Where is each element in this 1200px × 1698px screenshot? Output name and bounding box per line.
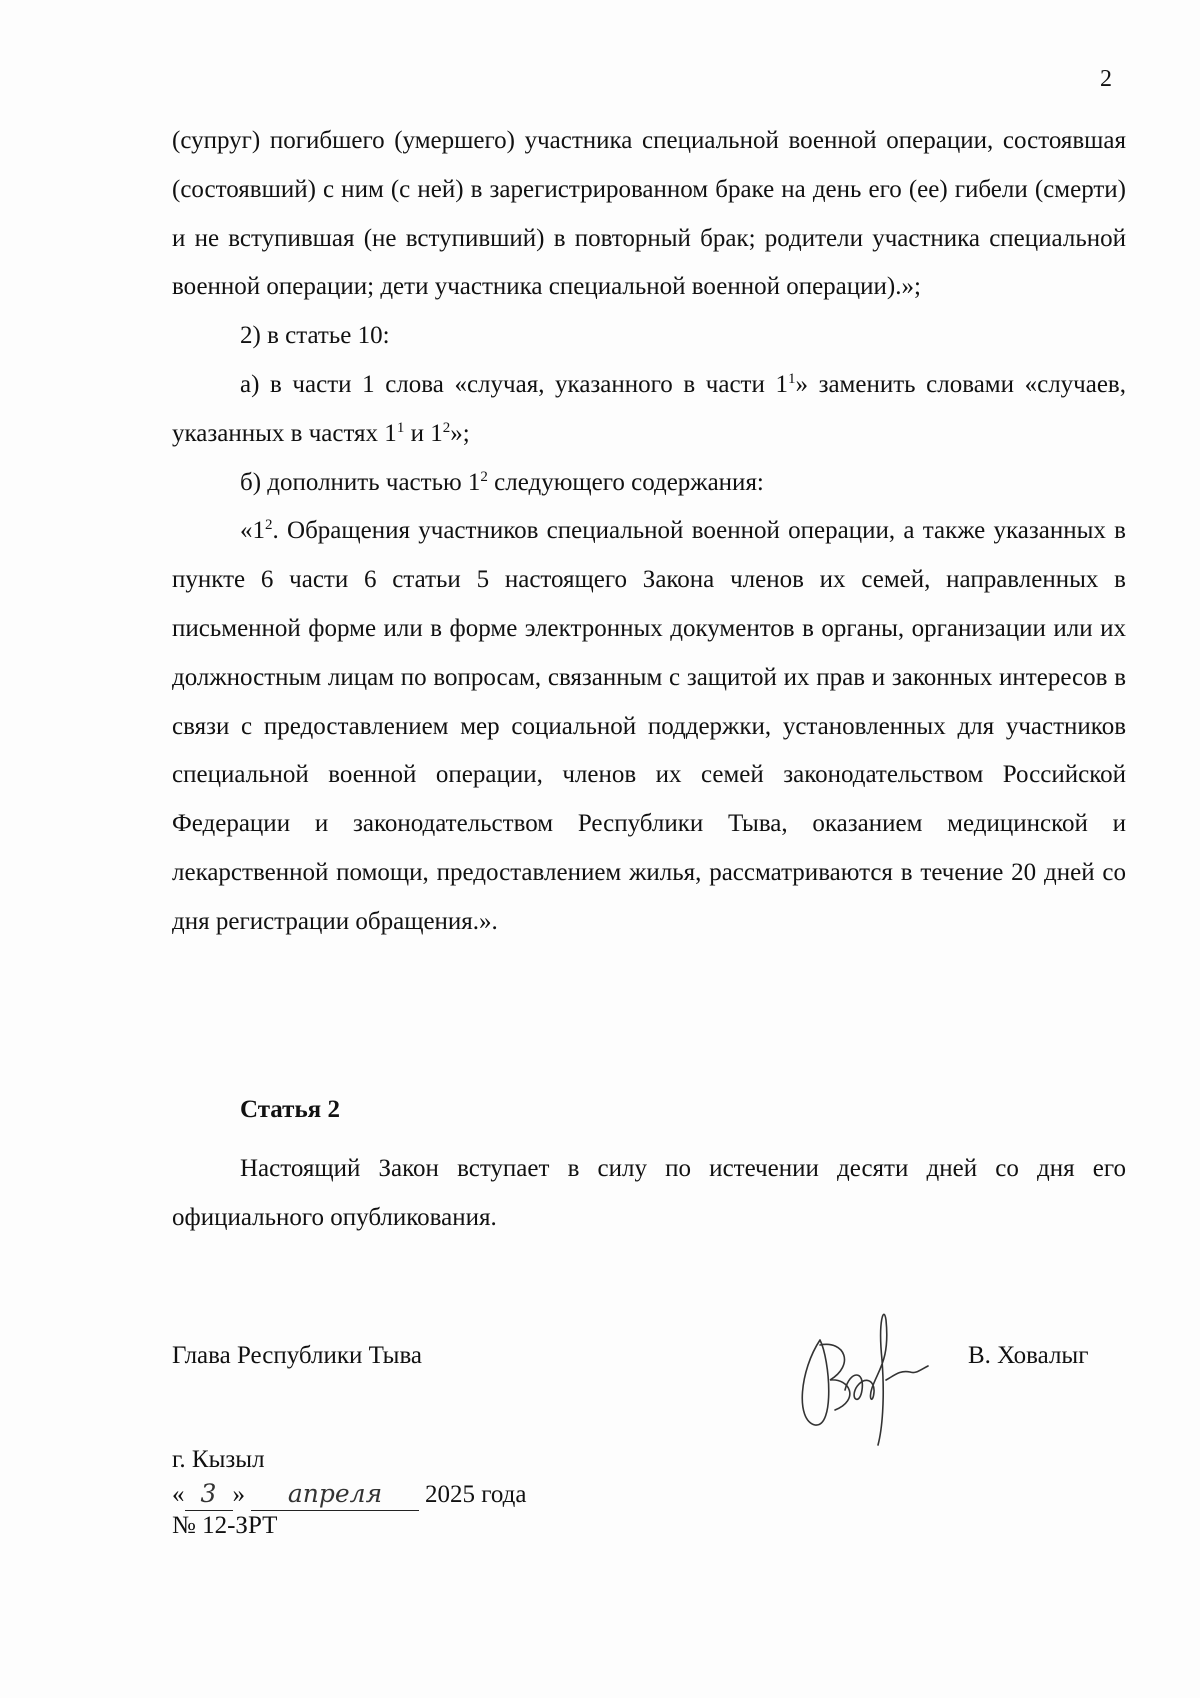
date-day: 3: [185, 1478, 233, 1511]
quote-close: »: [232, 1481, 245, 1508]
text-run: »;: [450, 419, 470, 447]
law-number: № 12-ЗРТ: [172, 1512, 278, 1539]
paragraph-item-b: [172, 459, 1126, 508]
signatory-position: Глава Республики Тыва: [172, 1342, 423, 1369]
text-run: «1: [240, 517, 265, 545]
superscript: 2: [442, 419, 451, 436]
paragraph-entry-into-force: Настоящий Закон вступает в силу по истечении десяти дней со дня его официального опубликования.: [172, 1155, 1126, 1231]
date-month: апреля: [251, 1478, 419, 1511]
paragraph-spouse-definition: (супруг) погибшего (умершего) участника специальной военной операции, состоявшая (состоявший) с ним (с ней) в зарегистрированном браке на день его (ее) гибели (смерти) и не вступившая (не вступивший) в повторный брак; родители участника специальной военной операции; дети участника специальной военной операции).»;: [172, 127, 1126, 301]
signatory-name: В. Ховалыг: [968, 1342, 1089, 1369]
text-run: следующего содержания:: [487, 468, 764, 496]
text-run: » заменить словами «случаев, указанных в частях 1: [172, 370, 1126, 447]
article-2-title: Статья 2: [240, 1096, 340, 1123]
date-year: 2025 года: [425, 1481, 527, 1508]
article-1-continuation: [172, 117, 1126, 947]
article-2-body: [172, 1145, 1126, 1243]
text-run: а) в части 1 слова «случая, указанного в части 1: [240, 370, 788, 398]
text-run: и 1: [404, 419, 443, 447]
paragraph-part-1-2: [172, 507, 1126, 946]
signing-date: [172, 1478, 526, 1511]
superscript: 2: [265, 517, 273, 534]
text-run: . Обращения участников специальной военной операции, а также указанных в пункте 6 части 6 статьи 5 настоящего Закона членов их семей, направленных в письменной форме или в форме электронных документов в органы, организации или их должностным лицам по вопросам, связанным с защитой их прав и законных интересов в связи с предоставлением мер социальной поддержки, установленных для участников специальной военной операции, членов их семей законодательством Российской Федерации и законодательством Республики Тыва, оказанием медицинской и лекарственной помощи, предоставлением жилья, рассматриваются в течение 20 дней со дня регистрации обращения.».: [172, 517, 1126, 935]
superscript: 1: [396, 419, 405, 436]
text-run: б) дополнить частью 1: [240, 468, 481, 496]
superscript: 1: [787, 370, 796, 387]
place-of-signing: г. Кызыл: [172, 1446, 265, 1473]
paragraph-article-10: 2) в статье 10:: [240, 322, 390, 350]
superscript: 2: [480, 468, 488, 485]
paragraph-item-a: [172, 361, 1126, 459]
quote-open: «: [172, 1481, 185, 1508]
handwritten-signature: [790, 1300, 940, 1450]
page-number: 2: [1100, 66, 1112, 92]
